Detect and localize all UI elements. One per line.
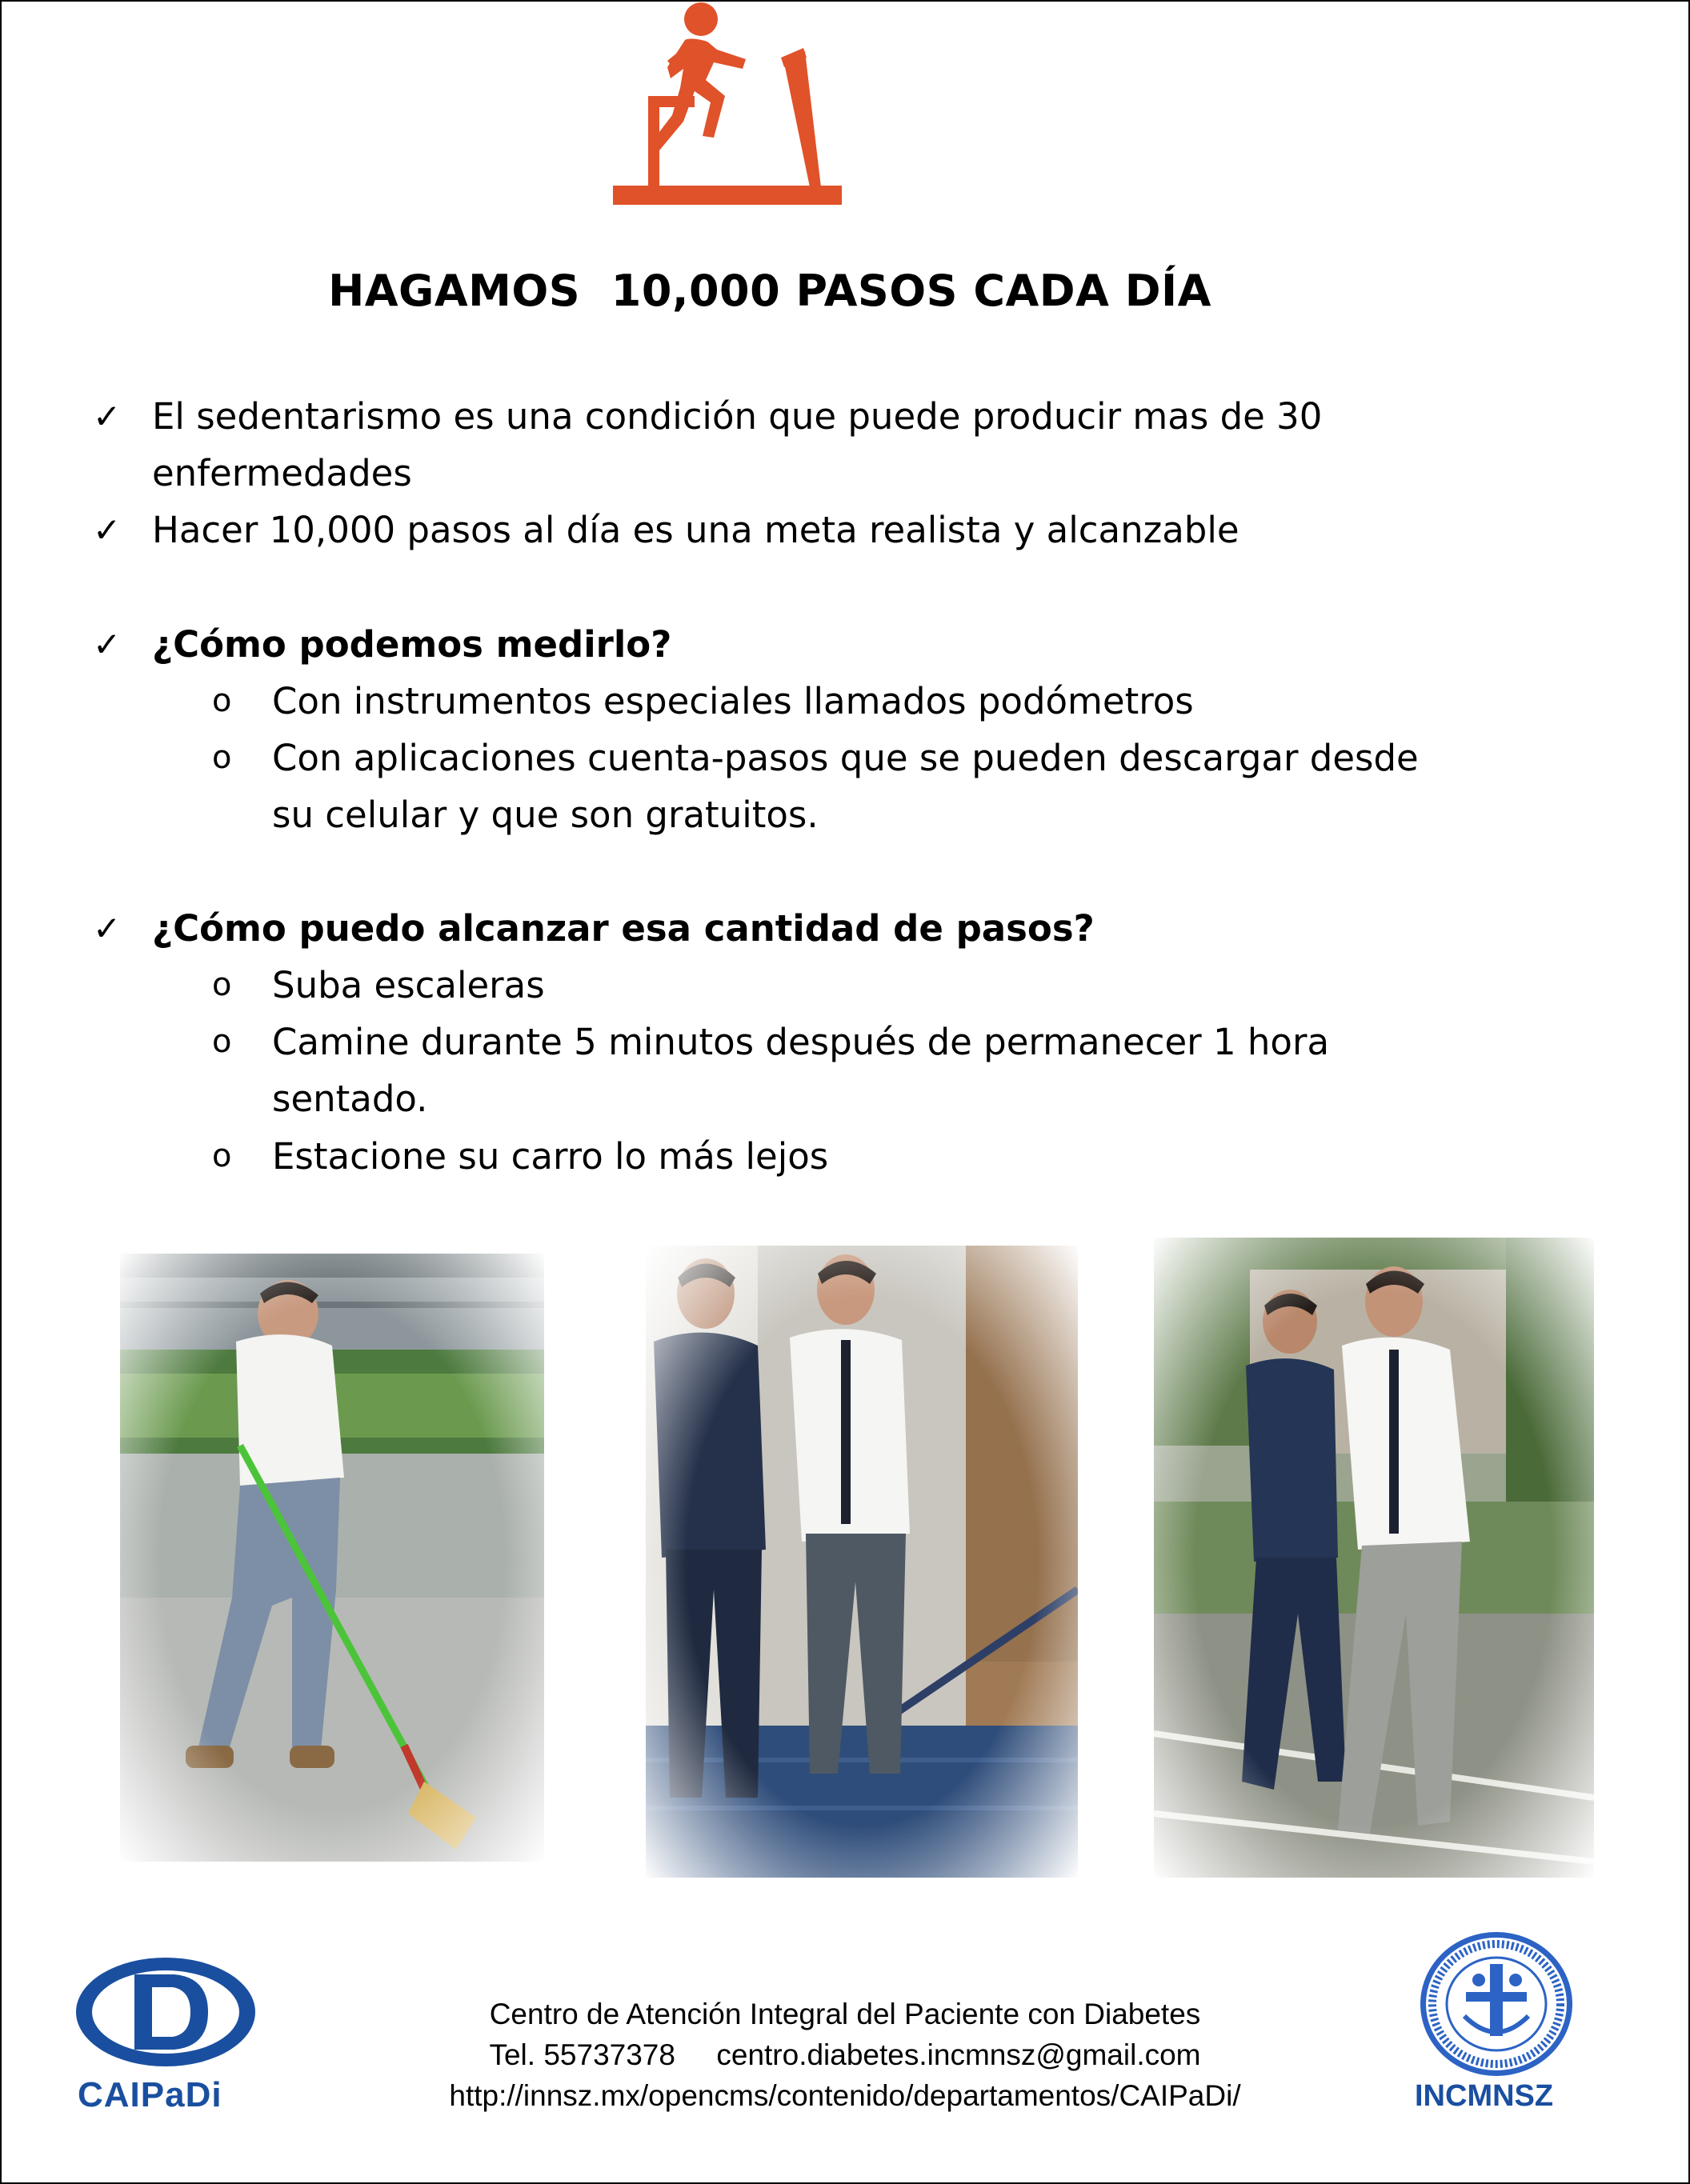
photo-stairs: [646, 1246, 1078, 1878]
point-sedentarismo: [152, 388, 1472, 502]
text-line: Camine durante 5 minutos después de permanecer 1 hora: [272, 1021, 1330, 1063]
text-line: Estacione su carro lo más lejos: [272, 1135, 829, 1178]
checkmark-icon: ✓: [93, 397, 122, 436]
list-item: [272, 1128, 1520, 1185]
circle-bullet-icon: o: [212, 682, 232, 719]
list-item: [272, 673, 1520, 730]
list-item: [272, 730, 1520, 843]
footer-url: http://innsz.mx/opencms/contenido/departamentos/CAIPaDi/: [449, 2079, 1241, 2112]
text-line: su celular y que son gratuitos.: [272, 794, 819, 836]
footer-contact: [2, 1994, 1688, 2116]
text-line: sentado.: [272, 1078, 428, 1120]
circle-bullet-icon: o: [212, 1138, 232, 1174]
text-line: enfermedades: [152, 452, 412, 494]
photo-sweeping: [120, 1254, 544, 1862]
circle-bullet-icon: o: [212, 739, 232, 776]
list-item: [272, 1014, 1520, 1127]
text-line: Con instrumentos especiales llamados podómetros: [272, 680, 1194, 722]
text-line: Hacer 10,000 pasos al día es una meta realista y alcanzable: [152, 509, 1239, 551]
checkmark-icon: ✓: [93, 909, 122, 948]
checkmark-icon: ✓: [93, 625, 122, 664]
circle-bullet-icon: o: [212, 1023, 232, 1060]
footer-phone-email: Tel. 55737378 centro.diabetes.incmnsz@gmail.com: [489, 2038, 1201, 2071]
incmnsz-name: INCMNSZ: [1415, 2079, 1554, 2113]
page-title: HAGAMOS 10,000 PASOS CADA DÍA: [328, 266, 1211, 316]
text-line: Con aplicaciones cuenta-pasos que se pueden descargar desde: [272, 737, 1419, 779]
caipadi-name: CAIPaDi: [78, 2075, 222, 2114]
photo-walking: [1154, 1238, 1594, 1878]
text-line: El sedentarismo es una condición que puede producir mas de 30: [152, 395, 1323, 438]
circle-bullet-icon: o: [212, 966, 232, 1003]
section-heading-alcanzar: ¿Cómo puedo alcanzar esa cantidad de pasos?: [152, 907, 1095, 950]
point-meta: [152, 502, 1472, 558]
checkmark-icon: ✓: [93, 510, 122, 550]
text-line: Suba escaleras: [272, 964, 545, 1006]
list-item: [272, 957, 1520, 1014]
section-heading-medir: ¿Cómo podemos medirlo?: [152, 623, 672, 666]
footer-center-name: Centro de Atención Integral del Paciente con Diabetes: [489, 1998, 1201, 2030]
treadmill-runner-icon: [611, 2, 843, 208]
